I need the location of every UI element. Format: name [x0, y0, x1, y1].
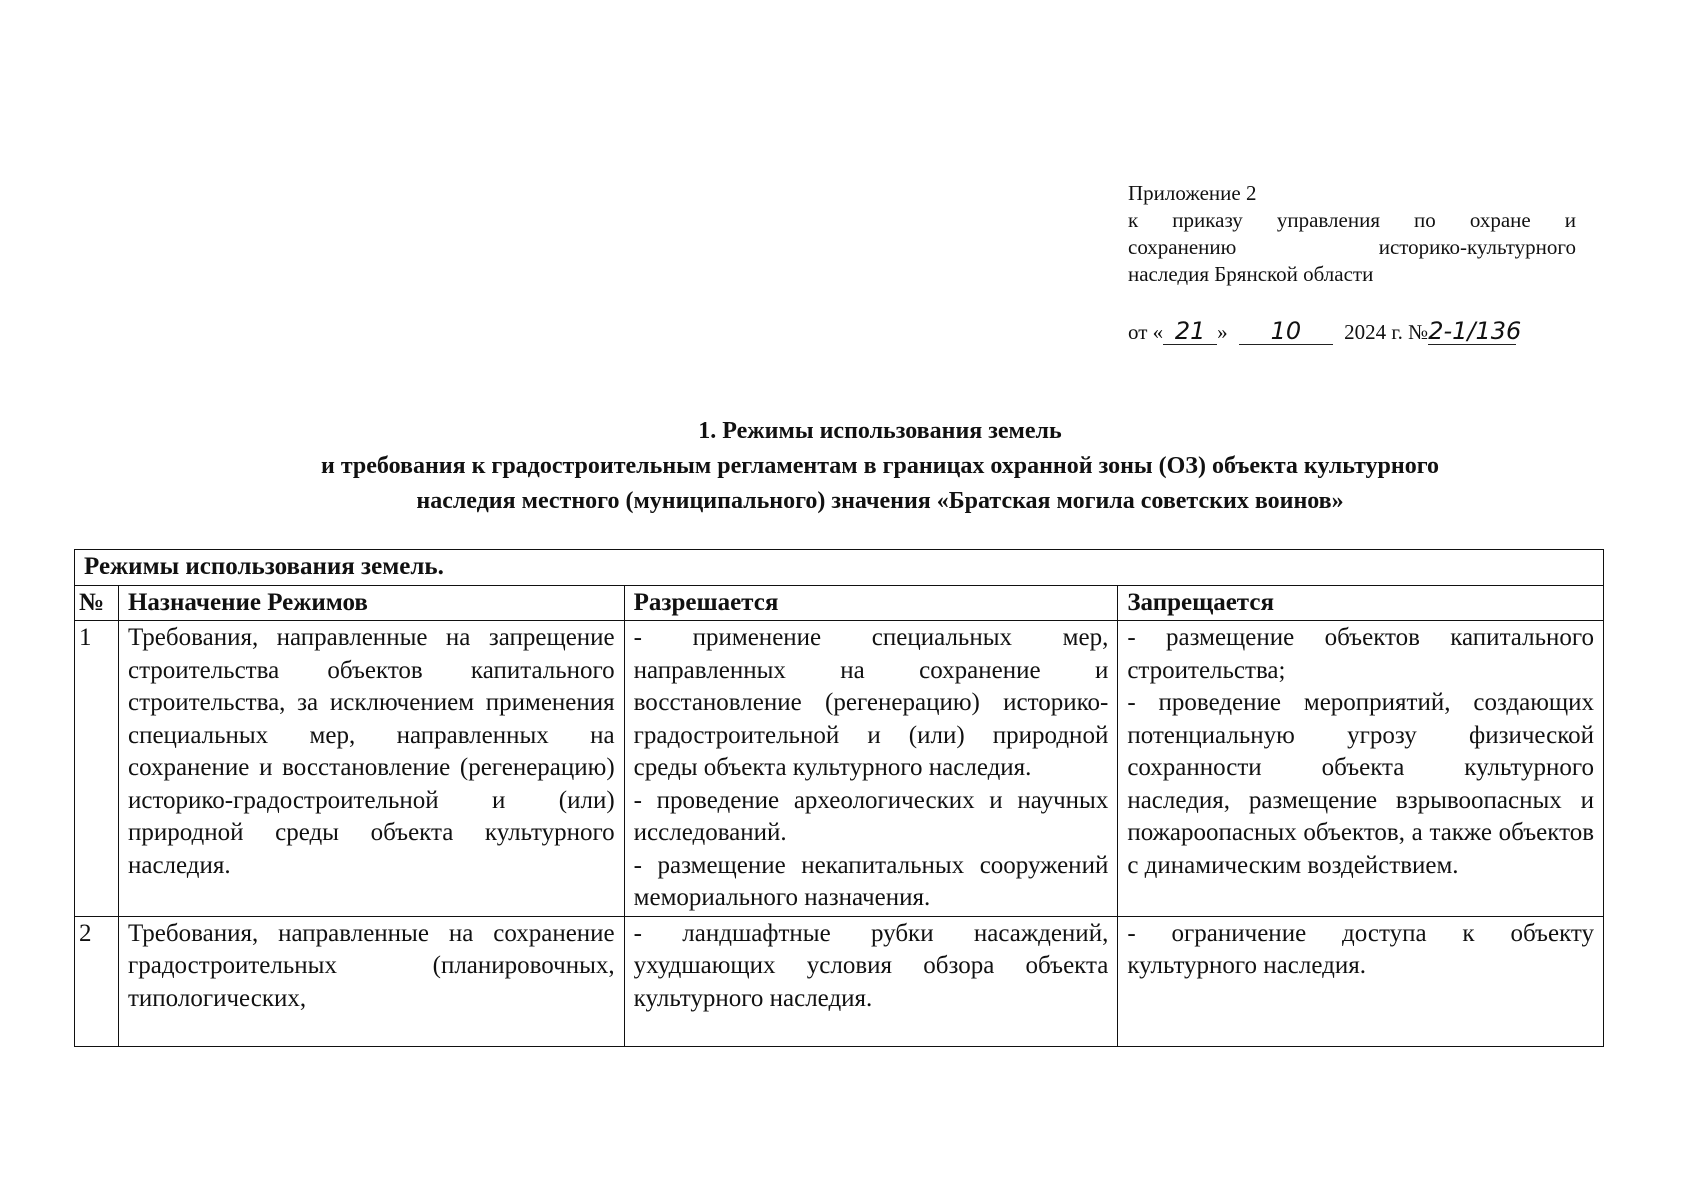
row-allowed: [624, 916, 1118, 1046]
forbidden-item: - ограничение доступа к объекту культурного наследия.: [1127, 919, 1594, 979]
row-number: 2: [75, 916, 119, 1046]
allowed-item: - проведение археологических и научных исследований.: [633, 786, 1109, 846]
regimes-table: [74, 549, 1604, 1047]
row-purpose: Требования, направленные на запрещение строительства объектов капитального строительства, за исключением применения специальных мер, направленных на сохранение и восстановление (регенерацию) историко-градостроительной и (или) природной среды объекта культурного наследия.: [118, 621, 624, 917]
order-date-number: [1128, 318, 1588, 345]
document-title: [150, 414, 1610, 519]
forbidden-item: - проведение мероприятий, создающих потенциальную угрозу физической сохранности объекта культурного наследия, размещение взрывоопасных и пожароопасных объектов, а также объектов с динамическим воздействием.: [1127, 689, 1594, 879]
header-num: №: [75, 585, 119, 621]
table-row: [75, 916, 1604, 1046]
title-line-2: и требования к градостроительным регламентам в границах охранной зоны (ОЗ) объекта культурного: [321, 453, 1439, 479]
allowed-item: - применение специальных мер, направленных на сохранение и восстановление (регенерацию) историко-градостроительной и (или) природной среды объекта культурного наследия.: [633, 624, 1109, 781]
row-forbidden: [1118, 916, 1604, 1046]
header-forbidden: Запрещается: [1118, 585, 1604, 621]
row-number: 1: [75, 621, 119, 917]
table-header-row: [75, 585, 1604, 621]
annex-block: [1128, 180, 1576, 288]
forbidden-item: - размещение объектов капитального строительства;: [1127, 624, 1594, 684]
header-allowed: Разрешается: [624, 585, 1118, 621]
allowed-item: - ландшафтные рубки насаждений, ухудшающих условия обзора объекта культурного наследия.: [633, 919, 1109, 1012]
title-line-1: 1. Режимы использования земель: [698, 418, 1062, 444]
row-purpose: Требования, направленные на сохранение градостроительных (планировочных, типологических,: [118, 916, 624, 1046]
annex-title: Приложение 2: [1128, 181, 1257, 205]
table-caption: Режимы использования земель.: [75, 550, 1604, 586]
order-number-handwritten: 2-1/136: [1428, 317, 1522, 345]
annex-line-2: к приказу управления по охране и: [1128, 208, 1576, 232]
annex-line-3: сохранению историко-культурного: [1128, 235, 1576, 259]
order-month-handwritten: 10: [1239, 318, 1333, 345]
order-date-prefix: от «: [1128, 320, 1164, 344]
table-row: [75, 621, 1604, 917]
order-day-handwritten: 21: [1163, 318, 1217, 345]
row-forbidden: [1118, 621, 1604, 917]
order-date-mid: »: [1217, 320, 1228, 344]
allowed-item: - размещение некапитальных сооружений мемориального назначения.: [633, 851, 1109, 911]
title-line-3: наследия местного (муниципального) значения «Братская могила советских воинов»: [416, 488, 1344, 514]
row-allowed: [624, 621, 1118, 917]
annex-line-4: наследия Брянской области: [1128, 262, 1374, 286]
order-year-label: 2024 г. №: [1344, 320, 1429, 344]
table-caption-row: [75, 550, 1604, 586]
header-purpose: Назначение Режимов: [118, 585, 624, 621]
